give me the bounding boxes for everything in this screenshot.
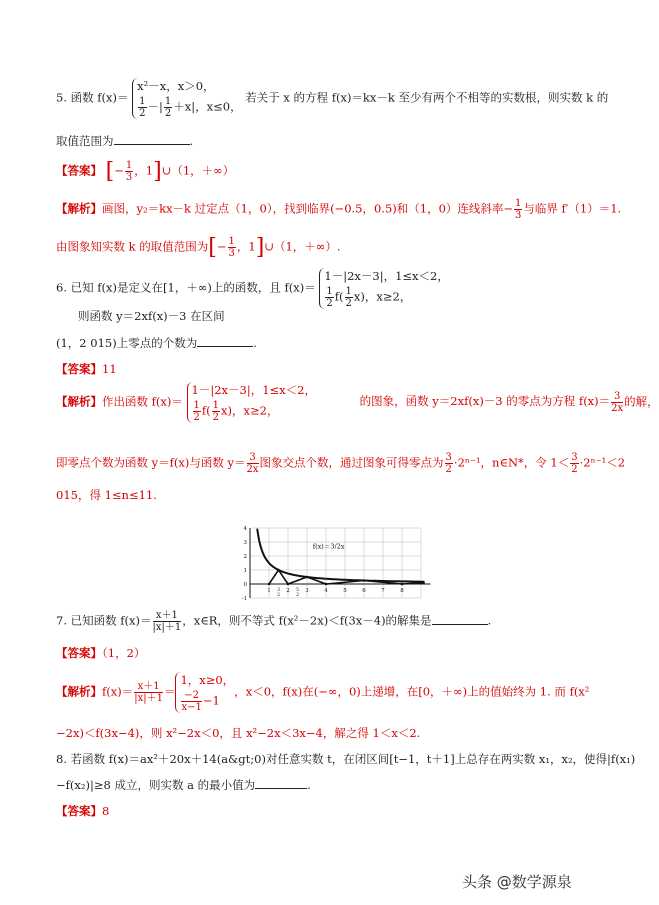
- piecewise-brace: 1－|2x－3|，1≤x＜2， $\frac{1}{2}$ f( $\frac{1}{2}$ x)，x≥2，: [187, 382, 316, 423]
- right-bracket: ]: [153, 158, 162, 184]
- answer-blank: [114, 134, 190, 145]
- y-tick-label: 2: [243, 554, 247, 560]
- grid-lines: [250, 528, 421, 598]
- x-tick-label: 1: [267, 588, 271, 594]
- solution-7-line2: −2x)＜f(3x−4)，则 x²−2x＜0，且 x²−2x＜3x−4，解之得 1＜x＜2.: [56, 726, 421, 740]
- x-tick-label: 5: [343, 588, 347, 594]
- answer-6: 【答案】11: [56, 362, 117, 376]
- y-tick-label: 1: [243, 568, 247, 574]
- problem-number: 5.: [56, 90, 67, 105]
- y-tick-label: 4: [243, 526, 247, 532]
- case-1: x²－x，x＞0，: [137, 79, 215, 93]
- answer-8: 【答案】8: [56, 804, 110, 818]
- problem-7: 7. 已知函数 f(x)＝ $\frac{x+1}{|x|+1}$ ，x∈R，则不等式 f(x²－2x)＜f(3x－4)的解集是 .: [56, 610, 492, 633]
- x-tick-label: 2: [286, 588, 290, 594]
- piecewise-brace: [132, 78, 241, 119]
- left-bracket: [: [105, 158, 115, 184]
- piecewise-brace: 1－|2x－3|，1≤x＜2， $\frac{1}{2}$ f( $\frac{1}{2}$ x)，x≥2，: [319, 268, 448, 309]
- x-tick-label: 4: [324, 588, 328, 594]
- function-graph: [228, 508, 428, 606]
- y-tick-label: 3: [243, 540, 247, 546]
- x-tick-frac-num: 5: [296, 588, 299, 593]
- solution-6-line3: 015，得 1≤n≤11.: [56, 488, 157, 502]
- solution-5-line2: 由图象知实数 k 的取值范围为[− $\frac{1}{3}$ ，1]∪（1，＋∞）.: [56, 234, 341, 260]
- y-tick-label: -1: [241, 596, 247, 602]
- piecewise-brace: 1，x≥0， $\frac{-2}{x-1}$ −1: [175, 672, 234, 713]
- answer-label: 【答案】: [56, 163, 102, 178]
- watermark: 头条 @数学源泉: [462, 873, 572, 891]
- y-tick-label: 0: [243, 582, 247, 588]
- problem-6: 6. 已知 f(x)是定义在[1，＋∞)上的函数，且 f(x)＝ 1－|2x－3|，1≤x＜2， $\frac{1}{2}$ f( $\frac{1}{2}$ x)，x≥2， 则函数 y＝2xf(x)－3 在区间: [56, 269, 449, 323]
- x-tick-frac-num: 3: [277, 588, 280, 593]
- answer-7: 【答案】（1，2）: [56, 646, 146, 660]
- hyperbola-curve: [257, 529, 424, 582]
- solution-label: 【解析】: [56, 201, 102, 216]
- solution-7: 【解析】f(x)＝ $\frac{x+1}{|x|+1}$ ＝ 1，x≥0， $\frac{-2}{x-1}$ −1 ，x＜0，f(x)在(−∞，0)上递增，在[0，＋∞)上的值始终为 1. 而 f(x²: [56, 673, 590, 713]
- x-tick-label: 7: [381, 588, 385, 594]
- answer-blank: [197, 336, 253, 347]
- problem-8-line2: −f(x₂)|≥8 成立，则实数 a 的最小值为 .: [56, 778, 311, 792]
- function-label: f(x)＝3/2x: [312, 542, 345, 551]
- answer-blank: [255, 778, 307, 789]
- solution-6-line2: 即零点个数为函数 y＝f(x)与函数 y＝ $\frac{3}{2x}$ 图象交点个数，通过图象可得零点为 $\frac{3}{2}$ ·2ⁿ⁻¹，n∈N*，令 1＜ $\frac{3}{2}$ ·2ⁿ⁻¹＜2: [56, 452, 626, 475]
- problem-8: 8. 若函数 f(x)＝ax²＋20x＋14(a&gt;0)对任意实数 t，在闭区间[t−1，t＋1]上总存在两实数 x₁，x₂，使得|f(x₁): [56, 752, 636, 766]
- x-tick-label: 8: [400, 588, 404, 594]
- axis-ticks: [242, 526, 405, 602]
- answer-blank: [432, 614, 488, 625]
- x-tick-frac-den: 2: [277, 593, 280, 598]
- solution-6: 【解析】作出函数 f(x)＝ 1－|2x－3|，1≤x＜2， $\frac{1}{2}$ f( $\frac{1}{2}$ x)，x≥2， 的图象，函数 y＝2xf(x)－3 的零点为方程 f(x)＝ $\frac{3}{2x}$ 的解，: [56, 383, 659, 423]
- solution-5: 【解析】画图，y₂＝kx－k 过定点（1，0），找到临界(−0.5，0.5)和（1，0）连线斜率− $\frac{1}{3}$ 与临界 f′（1）＝1.: [56, 198, 622, 221]
- problem-text: 若关于 x 的方程 f(x)＝kx－k 至少有两个不相等的实数根，则实数 k 的: [245, 90, 609, 105]
- answer-5: 【答案】 [− $\frac{1}{3}$ ，1]∪（1，＋∞）: [56, 158, 235, 184]
- problem-6-line2: (1，2 015)上零点的个数为 .: [56, 336, 257, 350]
- x-tick-label: 3: [305, 588, 309, 594]
- x-tick-frac-den: 2: [296, 593, 299, 598]
- x-tick-label: 6: [362, 588, 366, 594]
- problem-text: 函数 f(x)＝: [70, 90, 129, 105]
- case-2: $\frac{1}{2}$ －| $\frac{1}{2}$ ＋x|，x≤0，: [139, 95, 242, 119]
- problem-5-line2: 取值范围为 .: [56, 134, 194, 148]
- problem-5: [56, 78, 616, 119]
